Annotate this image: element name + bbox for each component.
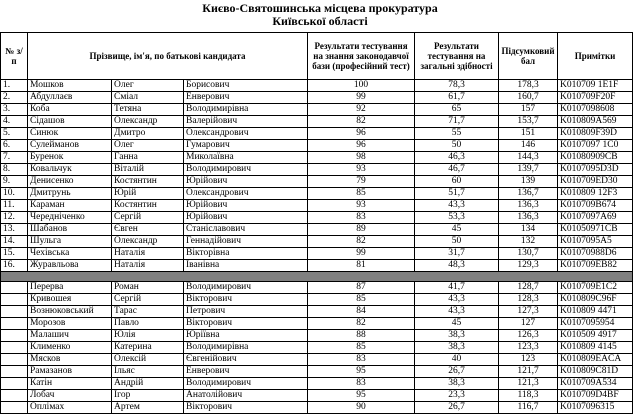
cell-num: 16.: [1, 260, 28, 272]
cell-first-name: Тетяна: [112, 104, 184, 116]
table-row: [1, 390, 633, 402]
cell-note-code: K010709E1C2: [558, 282, 633, 294]
table-row: [1, 92, 633, 104]
cell-knowledge-score: 83: [308, 378, 415, 390]
cell-total-score: 178,3: [499, 80, 558, 92]
cell-middle-name: Вікторович: [184, 402, 308, 414]
cell-note-code: K010709B674: [558, 200, 633, 212]
cell-first-name: Костянтин: [112, 200, 184, 212]
cell-last-name: Денисенко: [28, 176, 112, 188]
cell-note-code: K01050971CB: [558, 224, 633, 236]
cell-note-code: K01070988D6: [558, 248, 633, 260]
cell-last-name: Морозов: [28, 318, 112, 330]
results-table: [0, 32, 633, 414]
cell-num: [1, 402, 28, 414]
table-row: [1, 236, 633, 248]
cell-num: [1, 378, 28, 390]
cell-first-name: Тарас: [112, 306, 184, 318]
cell-abilities-score: 38,3: [415, 330, 499, 342]
cell-first-name: Костянтин: [112, 176, 184, 188]
table-row: [1, 152, 633, 164]
table-row: [1, 330, 633, 342]
cell-note-code: K0107098608: [558, 104, 633, 116]
cell-middle-name: Валерійович: [184, 116, 308, 128]
separator-cell: [1, 272, 633, 282]
cell-middle-name: Енверович: [184, 366, 308, 378]
cell-middle-name: Петрович: [184, 306, 308, 318]
cell-middle-name: Володимирович: [184, 164, 308, 176]
cell-knowledge-score: 85: [308, 294, 415, 306]
cell-total-score: 160,7: [499, 92, 558, 104]
cell-total-score: 136,3: [499, 212, 558, 224]
header-knowledge: Результати тестування на знання законодавчої бази (професійний тест): [308, 33, 415, 80]
table-row: [1, 260, 633, 272]
cell-abilities-score: 38,3: [415, 378, 499, 390]
table-row: [1, 402, 633, 414]
cell-num: [1, 306, 28, 318]
table-row: [1, 212, 633, 224]
cell-num: 1.: [1, 80, 28, 92]
cell-last-name: Синюк: [28, 128, 112, 140]
table-row: [1, 80, 633, 92]
cell-num: 8.: [1, 164, 28, 176]
cell-total-score: 134: [499, 224, 558, 236]
cell-num: 6.: [1, 140, 28, 152]
cell-first-name: Дмитро: [112, 128, 184, 140]
cell-last-name: Катін: [28, 378, 112, 390]
cell-knowledge-score: 89: [308, 224, 415, 236]
cell-total-score: 127: [499, 318, 558, 330]
cell-total-score: 121,7: [499, 366, 558, 378]
cell-first-name: Роман: [112, 282, 184, 294]
cell-middle-name: Вікторович: [184, 318, 308, 330]
cell-last-name: Коба: [28, 104, 112, 116]
cell-total-score: 127,3: [499, 306, 558, 318]
cell-last-name: Оплімах: [28, 402, 112, 414]
cell-last-name: Перерва: [28, 282, 112, 294]
cell-first-name: Катерина: [112, 342, 184, 354]
cell-first-name: Наталія: [112, 248, 184, 260]
cell-knowledge-score: 82: [308, 116, 415, 128]
cell-abilities-score: 31,7: [415, 248, 499, 260]
header-total: Підсумковий бал: [499, 33, 558, 80]
cell-note-code: K010509 4917: [558, 330, 633, 342]
cell-knowledge-score: 95: [308, 366, 415, 378]
cell-first-name: Павло: [112, 318, 184, 330]
cell-first-name: Артем: [112, 402, 184, 414]
cell-note-code: K0107095D3D: [558, 164, 633, 176]
cell-abilities-score: 50: [415, 140, 499, 152]
cell-middle-name: Іванівна: [184, 260, 308, 272]
table-row: [1, 128, 633, 140]
cell-note-code: K010809A569: [558, 116, 633, 128]
cell-first-name: Олексій: [112, 354, 184, 366]
cell-first-name: Віталій: [112, 164, 184, 176]
cell-middle-name: Юрійович: [184, 176, 308, 188]
cell-knowledge-score: 82: [308, 318, 415, 330]
cell-abilities-score: 50: [415, 236, 499, 248]
header-name: Прізвище, ім'я, по батькові кандидата: [28, 33, 308, 80]
table-row: [1, 306, 633, 318]
cell-first-name: Євген: [112, 224, 184, 236]
table-row: [1, 294, 633, 306]
cell-first-name: Ганна: [112, 152, 184, 164]
cell-num: [1, 342, 28, 354]
cell-knowledge-score: 99: [308, 248, 415, 260]
cell-note-code: K010809 4145: [558, 342, 633, 354]
cell-middle-name: Геннадійович: [184, 236, 308, 248]
table-row: [1, 176, 633, 188]
table-row: [1, 164, 633, 176]
cell-total-score: 116,7: [499, 402, 558, 414]
cell-abilities-score: 53,3: [415, 212, 499, 224]
cell-note-code: K010809F39D: [558, 128, 633, 140]
table-row: [1, 378, 633, 390]
cell-knowledge-score: 88: [308, 330, 415, 342]
cell-knowledge-score: 90: [308, 402, 415, 414]
cell-middle-name: Енверович: [184, 92, 308, 104]
table-row: [1, 188, 633, 200]
cell-last-name: Сідашов: [28, 116, 112, 128]
cell-note-code: K010809EACA: [558, 354, 633, 366]
cell-abilities-score: 38,3: [415, 342, 499, 354]
cell-total-score: 118,3: [499, 390, 558, 402]
cell-knowledge-score: 96: [308, 140, 415, 152]
cell-middle-name: Юрійович: [184, 212, 308, 224]
cell-num: [1, 330, 28, 342]
cell-abilities-score: 61,7: [415, 92, 499, 104]
table-row: [1, 248, 633, 260]
cell-note-code: K0107095A5: [558, 236, 633, 248]
cell-knowledge-score: 87: [308, 282, 415, 294]
cell-abilities-score: 41,7: [415, 282, 499, 294]
cell-abilities-score: 48,3: [415, 260, 499, 272]
cell-abilities-score: 43,3: [415, 306, 499, 318]
cell-num: 5.: [1, 128, 28, 140]
cell-middle-name: Миколаївна: [184, 152, 308, 164]
separator-row: [1, 272, 633, 282]
cell-middle-name: Олександрович: [184, 188, 308, 200]
cell-first-name: Ільяс: [112, 366, 184, 378]
cell-abilities-score: 78,3: [415, 80, 499, 92]
cell-knowledge-score: 100: [308, 80, 415, 92]
cell-note-code: K010709A534: [558, 378, 633, 390]
cell-last-name: Абдуллаєв: [28, 92, 112, 104]
cell-total-score: 129,3: [499, 260, 558, 272]
cell-total-score: 128,3: [499, 294, 558, 306]
cell-knowledge-score: 99: [308, 92, 415, 104]
cell-last-name: Рамазанов: [28, 366, 112, 378]
cell-first-name: Олександр: [112, 116, 184, 128]
cell-abilities-score: 45: [415, 224, 499, 236]
cell-num: [1, 294, 28, 306]
table-row: [1, 354, 633, 366]
table-row: [1, 318, 633, 330]
cell-middle-name: Євгенійович: [184, 354, 308, 366]
header-num: № з/п: [1, 33, 28, 80]
cell-total-score: 151: [499, 128, 558, 140]
cell-abilities-score: 46,7: [415, 164, 499, 176]
cell-note-code: K0107096315: [558, 402, 633, 414]
cell-total-score: 121,3: [499, 378, 558, 390]
cell-last-name: Сулейманов: [28, 140, 112, 152]
cell-note-code: K0107095954: [558, 318, 633, 330]
cell-num: 9.: [1, 176, 28, 188]
cell-last-name: Мясков: [28, 354, 112, 366]
cell-middle-name: Володимирович: [184, 378, 308, 390]
cell-last-name: Журавльова: [28, 260, 112, 272]
cell-note-code: K010809 4471: [558, 306, 633, 318]
page-subtitle: Київської області: [272, 14, 368, 28]
cell-knowledge-score: 83: [308, 354, 415, 366]
cell-num: 12.: [1, 212, 28, 224]
cell-last-name: Малашич: [28, 330, 112, 342]
cell-note-code: K01080909CB: [558, 152, 633, 164]
cell-knowledge-score: 82: [308, 236, 415, 248]
header-notes: Примітки: [558, 33, 633, 80]
cell-last-name: Чехівська: [28, 248, 112, 260]
cell-middle-name: Станіславович: [184, 224, 308, 236]
cell-num: 3.: [1, 104, 28, 116]
cell-last-name: Чередніченко: [28, 212, 112, 224]
table-row: [1, 282, 633, 294]
cell-knowledge-score: 85: [308, 342, 415, 354]
table-row: [1, 342, 633, 354]
cell-knowledge-score: 79: [308, 176, 415, 188]
cell-note-code: K010709ED30: [558, 176, 633, 188]
cell-num: 14.: [1, 236, 28, 248]
cell-last-name: Шабанов: [28, 224, 112, 236]
cell-knowledge-score: 95: [308, 390, 415, 402]
cell-first-name: Наталія: [112, 260, 184, 272]
cell-knowledge-score: 96: [308, 128, 415, 140]
cell-knowledge-score: 85: [308, 188, 415, 200]
table-row: [1, 224, 633, 236]
cell-note-code: K010709D4BF: [558, 390, 633, 402]
cell-first-name: Сергій: [112, 212, 184, 224]
cell-abilities-score: 40: [415, 354, 499, 366]
table-row: [1, 140, 633, 152]
cell-abilities-score: 23,3: [415, 390, 499, 402]
cell-total-score: 136,7: [499, 188, 558, 200]
cell-first-name: Юрій: [112, 188, 184, 200]
cell-last-name: Буренок: [28, 152, 112, 164]
cell-last-name: Мошков: [28, 80, 112, 92]
cell-knowledge-score: 98: [308, 152, 415, 164]
cell-num: 15.: [1, 248, 28, 260]
cell-note-code: K010809C81D: [558, 366, 633, 378]
cell-num: 4.: [1, 116, 28, 128]
cell-knowledge-score: 93: [308, 200, 415, 212]
cell-last-name: Дмитрунь: [28, 188, 112, 200]
cell-total-score: 153,7: [499, 116, 558, 128]
cell-knowledge-score: 84: [308, 306, 415, 318]
cell-note-code: K010809C96F: [558, 294, 633, 306]
cell-knowledge-score: 83: [308, 212, 415, 224]
cell-total-score: 146: [499, 140, 558, 152]
cell-abilities-score: 43,3: [415, 294, 499, 306]
cell-total-score: 123,3: [499, 342, 558, 354]
cell-middle-name: Борисович: [184, 80, 308, 92]
cell-num: 11.: [1, 200, 28, 212]
cell-total-score: 157: [499, 104, 558, 116]
cell-middle-name: Юріївна: [184, 330, 308, 342]
cell-knowledge-score: 92: [308, 104, 415, 116]
cell-middle-name: Вікторівна: [184, 248, 308, 260]
cell-num: 7.: [1, 152, 28, 164]
table-row: [1, 366, 633, 378]
cell-last-name: Караман: [28, 200, 112, 212]
cell-num: [1, 282, 28, 294]
cell-middle-name: Гумарович: [184, 140, 308, 152]
cell-abilities-score: 26,7: [415, 366, 499, 378]
cell-total-score: 130,7: [499, 248, 558, 260]
cell-num: [1, 390, 28, 402]
cell-last-name: Вознюковський: [28, 306, 112, 318]
header-row: [1, 33, 633, 80]
cell-middle-name: Вікторович: [184, 294, 308, 306]
cell-abilities-score: 46,3: [415, 152, 499, 164]
cell-total-score: 126,3: [499, 330, 558, 342]
cell-note-code: K0107097 1C0: [558, 140, 633, 152]
cell-total-score: 139,7: [499, 164, 558, 176]
cell-first-name: Ігор: [112, 390, 184, 402]
table-row: [1, 116, 633, 128]
cell-total-score: 144,3: [499, 152, 558, 164]
cell-first-name: Олег: [112, 80, 184, 92]
cell-abilities-score: 43,3: [415, 200, 499, 212]
cell-note-code: K010709F20F: [558, 92, 633, 104]
cell-num: [1, 318, 28, 330]
cell-abilities-score: 55: [415, 128, 499, 140]
cell-note-code: K010709 1E1F: [558, 80, 633, 92]
cell-middle-name: Олександрович: [184, 128, 308, 140]
cell-middle-name: Юрійович: [184, 200, 308, 212]
page-title: Києво-Святошинська місцева прокуратура: [202, 1, 438, 15]
cell-first-name: Юлія: [112, 330, 184, 342]
cell-last-name: Ковальчук: [28, 164, 112, 176]
cell-note-code: K0107097A69: [558, 212, 633, 224]
cell-knowledge-score: 93: [308, 164, 415, 176]
cell-middle-name: Володимирівна: [184, 342, 308, 354]
cell-last-name: Кривошея: [28, 294, 112, 306]
cell-abilities-score: 65: [415, 104, 499, 116]
cell-middle-name: Анатолійович: [184, 390, 308, 402]
cell-knowledge-score: 81: [308, 260, 415, 272]
cell-total-score: 139: [499, 176, 558, 188]
cell-num: 10.: [1, 188, 28, 200]
table-row: [1, 200, 633, 212]
cell-middle-name: Володимирович: [184, 282, 308, 294]
cell-first-name: Олег: [112, 140, 184, 152]
cell-abilities-score: 51,7: [415, 188, 499, 200]
cell-num: 13.: [1, 224, 28, 236]
cell-last-name: Клименко: [28, 342, 112, 354]
cell-abilities-score: 26,7: [415, 402, 499, 414]
cell-num: 2.: [1, 92, 28, 104]
cell-abilities-score: 45: [415, 318, 499, 330]
cell-total-score: 128,7: [499, 282, 558, 294]
cell-first-name: Сергій: [112, 294, 184, 306]
cell-first-name: Андрій: [112, 378, 184, 390]
cell-note-code: K010709EB82: [558, 260, 633, 272]
table-row: [1, 104, 633, 116]
cell-total-score: 136,3: [499, 200, 558, 212]
cell-num: [1, 366, 28, 378]
cell-last-name: Шульга: [28, 236, 112, 248]
cell-middle-name: Володимирівна: [184, 104, 308, 116]
cell-first-name: Сміал: [112, 92, 184, 104]
cell-first-name: Олександр: [112, 236, 184, 248]
cell-num: [1, 354, 28, 366]
cell-total-score: 123: [499, 354, 558, 366]
header-abilities: Результати тестування на загальні здібності: [415, 33, 499, 80]
cell-total-score: 132: [499, 236, 558, 248]
cell-note-code: K010809 12F3: [558, 188, 633, 200]
cell-abilities-score: 60: [415, 176, 499, 188]
cell-abilities-score: 71,7: [415, 116, 499, 128]
cell-last-name: Лобач: [28, 390, 112, 402]
